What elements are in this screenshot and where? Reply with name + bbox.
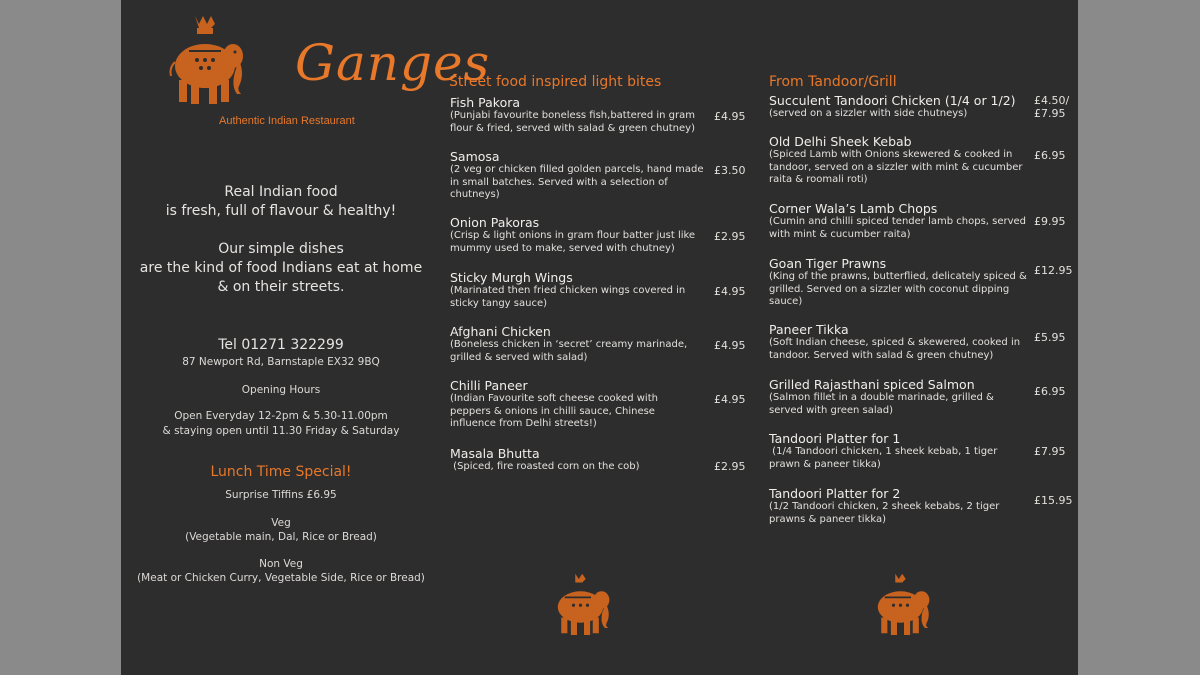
menu-item-description: (Spiced Lamb with Onions skewered & cooked in [769, 149, 1013, 160]
menu-item-price: £4.50/ [1034, 94, 1070, 107]
menu-item [769, 431, 1031, 471]
menu-item-description: (Soft Indian cheese, spiced & skewered, cooked in [769, 337, 1021, 348]
menu-item-description: (Crisp & light onions in gram flour batter just like [450, 230, 696, 241]
menu-item-description: (1/2 Tandoori chicken, 2 sheek kebabs, 2 tiger [769, 501, 1000, 512]
lunch-nonveg-title: Non Veg [259, 558, 303, 570]
menu-item [450, 270, 710, 310]
opening-hours-line-1: Open Everyday 12-2pm & 5.30-11.00pm [174, 410, 388, 422]
lunch-veg-title: Veg [271, 517, 291, 529]
lunch-price: Surprise Tiffins £6.95 [225, 489, 337, 501]
menu-item [769, 256, 1031, 309]
menu-item-description: sticky tangy sauce) [450, 297, 547, 309]
menu-item-price: £12.95 [1034, 264, 1073, 277]
menu-item-name: Afghani Chicken [450, 324, 551, 339]
menu-item-description: prawn & paneer tikka) [769, 458, 881, 470]
menu-item-name: Corner Wala’s Lamb Chops [769, 201, 938, 216]
menu-item-name: Masala Bhutta [450, 446, 540, 461]
menu-item-name: Fish Pakora [450, 95, 521, 110]
menu-item-name: Tandoori Platter for 1 [769, 431, 901, 446]
menu-item-description: influence from Delhi streets!) [450, 418, 597, 429]
menu-item [769, 134, 1031, 187]
menu-item-name: Paneer Tikka [769, 322, 849, 337]
menu-item-description: (Boneless chicken in ‘secret’ creamy marinade, [450, 339, 688, 350]
menu-item-price: £6.95 [1034, 385, 1066, 398]
menu-item-description: raita & roomali roti) [769, 174, 868, 185]
menu-item-description: flour & fried, served with salad & green chutney) [450, 122, 695, 134]
logo-subtitle: Authentic Indian Restaurant [219, 115, 355, 127]
menu-item-name: Tandoori Platter for 2 [769, 486, 901, 501]
menu-item-name: Goan Tiger Prawns [769, 256, 887, 271]
menu-item-description: (Marinated then fried chicken wings covered in [450, 285, 686, 296]
menu-item-description: (King of the prawns, butterflied, delicately spiced & [769, 271, 1027, 282]
menu-item [769, 201, 1031, 241]
menu-item-price: £7.95 [1034, 445, 1066, 458]
logo-wordmark: Ganges [295, 34, 491, 92]
intro-line-2: is fresh, full of flavour & healthy! [165, 203, 397, 219]
menu-item-name: Chilli Paneer [450, 378, 528, 393]
menu-item-price: £4.95 [714, 285, 746, 298]
opening-hours-title: Opening Hours [241, 384, 321, 396]
phone-number: Tel 01271 322299 [218, 337, 344, 353]
elephant-logo-icon [167, 14, 247, 114]
menu-item-description: (Punjabi favourite boneless fish,battered in gram [450, 110, 695, 121]
menu-item-description: tandoor, served on a sizzler with mint & cucumber [769, 161, 1023, 173]
menu-item-name: Samosa [450, 149, 500, 164]
elephant-ornament-icon [549, 572, 619, 642]
menu-item-description: (1/4 Tandoori chicken, 1 sheek kebab, 1 tiger [769, 446, 998, 457]
menu-item [769, 93, 1031, 121]
menu-item-price: £2.95 [714, 230, 746, 243]
menu-item-description: chutneys) [450, 189, 500, 200]
menu-item-name: Old Delhi Sheek Kebab [769, 134, 912, 149]
menu-item-description: tandoor. Served with salad & green chutney) [769, 349, 994, 361]
menu-item-price: £4.95 [714, 393, 746, 406]
street-food-title: Street food inspired light bites [449, 74, 662, 90]
menu-item-name: Onion Pakoras [450, 215, 540, 230]
menu-item-name: Grilled Rajasthani spiced Salmon [769, 377, 975, 392]
menu-item-description: (2 veg or chicken filled golden parcels, hand made [450, 164, 704, 175]
menu-item-description: sauce) [769, 296, 803, 307]
menu-item [769, 377, 1031, 417]
menu-item-description: mummy used to make, served with chutney) [450, 242, 675, 254]
menu-item-description: (Spiced, fire roasted corn on the cob) [450, 461, 640, 472]
menu-item-description: (Indian Favourite soft cheese cooked with [450, 393, 658, 404]
menu-item-name: Succulent Tandoori Chicken (1/4 or 1/2) [769, 93, 1016, 108]
intro-line-5: & on their streets. [217, 279, 345, 295]
menu-item-description: served with green salad) [769, 404, 894, 416]
menu-item-price: £4.95 [714, 339, 746, 352]
intro-line-3: Our simple dishes [218, 241, 344, 257]
address: 87 Newport Rd, Barnstaple EX32 9BQ [182, 356, 380, 368]
tandoor-title: From Tandoor/Grill [769, 74, 897, 90]
menu-item [450, 95, 710, 135]
lunch-special-title: Lunch Time Special! [210, 464, 352, 480]
intro-line-1: Real Indian food [224, 184, 338, 200]
menu-item [450, 378, 710, 431]
menu-item-price: £3.50 [714, 164, 746, 177]
menu-item-description: grilled & served with salad) [450, 351, 588, 363]
lunch-veg-desc: (Vegetable main, Dal, Rice or Bread) [185, 531, 377, 543]
menu-item-description: prawns & paneer tikka) [769, 513, 887, 525]
menu-item [769, 322, 1031, 362]
menu-item [769, 486, 1031, 526]
opening-hours-line-2: & staying open until 11.30 Friday & Saturday [162, 425, 400, 437]
menu-item-price: £9.95 [1034, 215, 1066, 228]
menu-item-description: peppers & onions in chilli sauce, Chinese [450, 405, 655, 417]
menu-item-price: £2.95 [714, 460, 746, 473]
menu-item-description: (Salmon fillet in a double marinade, grilled & [769, 392, 994, 403]
menu-item-description: (served on a sizzler with side chutneys) [769, 108, 968, 119]
menu-item-description: (Cumin and chilli spiced tender lamb chops, served [769, 216, 1027, 227]
menu-item [450, 324, 710, 364]
menu-item-description: grilled. Served on a sizzler with coconut dipping [769, 283, 1010, 295]
menu-item-description: with mint & cucumber raita) [769, 228, 911, 240]
menu-item [450, 446, 710, 474]
elephant-ornament-icon [869, 572, 939, 642]
menu-item-price: £6.95 [1034, 149, 1066, 162]
intro-line-4: are the kind of food Indians eat at home [139, 260, 423, 276]
menu-sheet [121, 0, 1078, 675]
menu-item-description: in small batches. Served with a selection of [450, 176, 668, 188]
menu-item-name: Sticky Murgh Wings [450, 270, 573, 285]
menu-item-price: £5.95 [1034, 331, 1066, 344]
menu-item [450, 215, 710, 255]
lunch-nonveg-desc: (Meat or Chicken Curry, Vegetable Side, Rice or Bread) [137, 572, 425, 584]
menu-item [450, 149, 710, 202]
menu-item-price: £15.95 [1034, 494, 1073, 507]
menu-item-price-large: £7.95 [1034, 107, 1066, 120]
menu-item-price: £4.95 [714, 110, 746, 123]
